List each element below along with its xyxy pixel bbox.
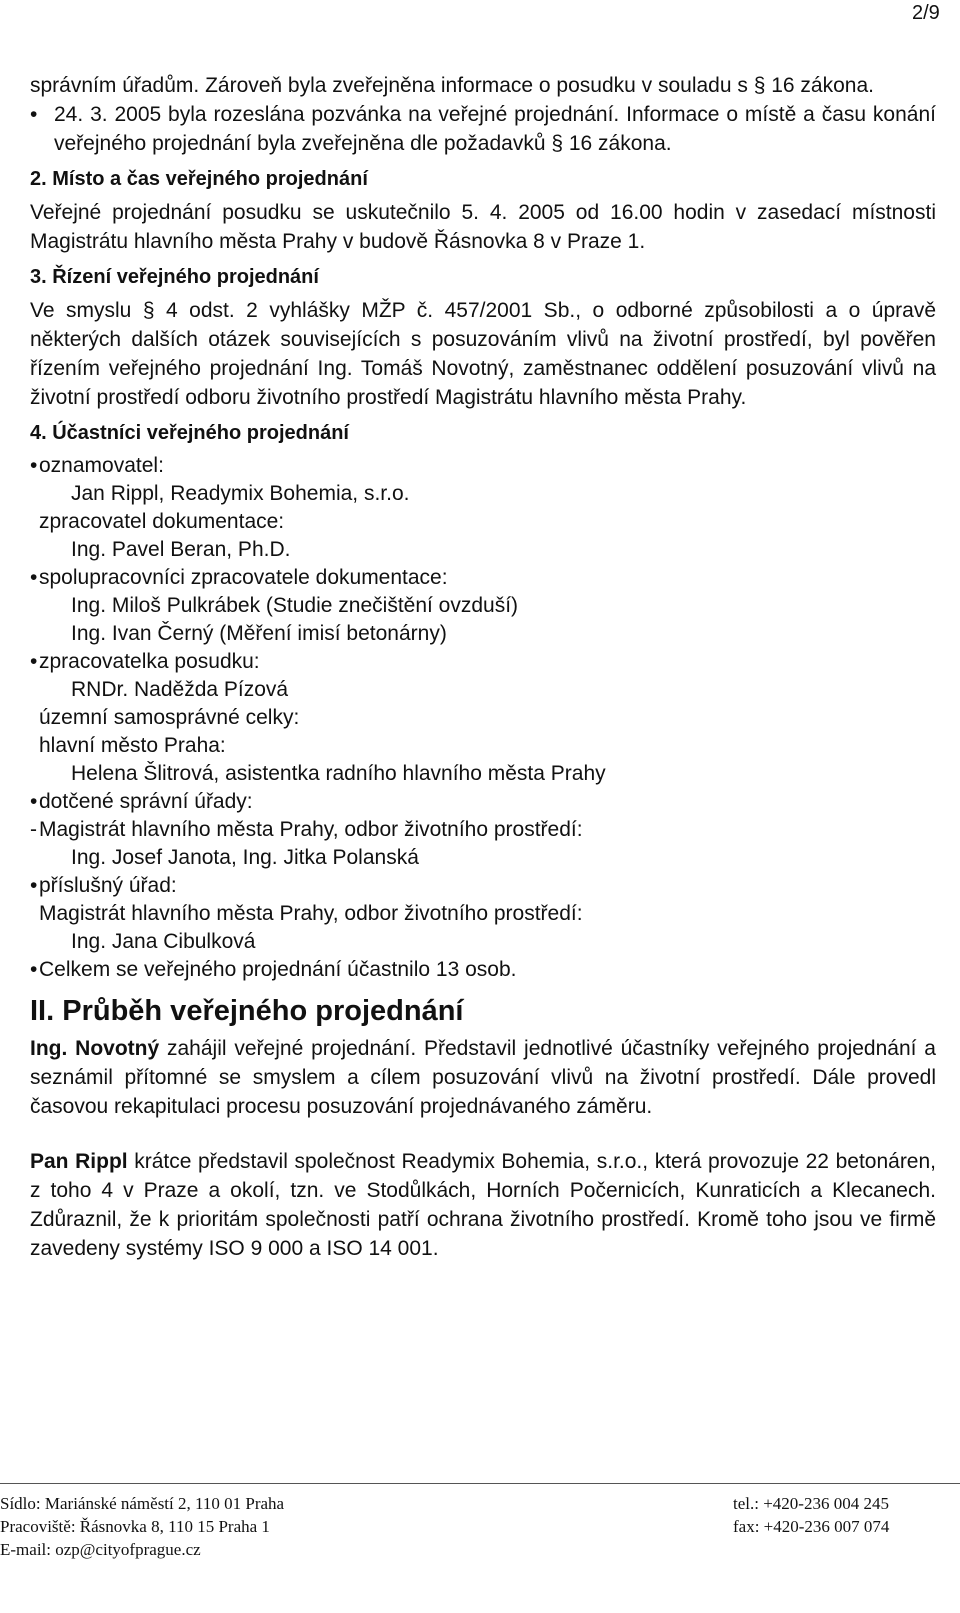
participant-text: hlavní město Praha: — [39, 734, 226, 757]
list-marker: • — [30, 566, 38, 589]
footer-email[interactable]: E-mail: ozp@cityofprague.cz — [0, 1540, 201, 1559]
participant-text: Helena Šlitrová, asistentka radního hlavního města Prahy — [71, 762, 606, 785]
participant-row — [30, 508, 936, 536]
participant-text: Ing. Josef Janota, Ing. Jitka Polanská — [71, 846, 419, 869]
participant-text: Ing. Jana Cibulková — [71, 930, 256, 953]
footer-seat: Sídlo: Mariánské náměstí 2, 110 01 Praha — [0, 1494, 285, 1513]
participant-text: Magistrát hlavního města Prahy, odbor životního prostředí: — [39, 902, 583, 925]
speaker-name: Pan Rippl — [30, 1150, 128, 1173]
document-body — [30, 71, 936, 1263]
list-marker: • — [30, 874, 38, 897]
participant-row — [30, 536, 936, 564]
participant-text: Magistrát hlavního města Prahy, odbor životního prostředí: — [39, 818, 583, 841]
participant-text: oznamovatel: — [39, 454, 164, 477]
participant-row — [30, 732, 936, 760]
page-number: 2/9 — [912, 2, 940, 24]
participant-row — [30, 872, 936, 900]
participant-row — [30, 956, 936, 984]
rippl-paragraph — [30, 1147, 936, 1263]
participant-text: Ing. Ivan Černý (Měření imisí betonárny) — [71, 622, 447, 645]
participant-row — [30, 648, 936, 676]
footer-address — [0, 1492, 284, 1561]
participant-row — [30, 816, 936, 844]
paragraph-text: zahájil veřejné projednání. Představil jednotlivé účastníky veřejného projednání a seznámil přítomné se smyslem a cílem posuzování vlivů na životní prostředí. Dále provedl časovou rekapitulaci procesu posuzování projednávaného záměru. — [30, 1037, 936, 1118]
footer-contacts — [733, 1492, 889, 1538]
participant-row — [30, 844, 936, 872]
intro-paragraph: správním úřadům. Zároveň byla zveřejněna informace o posudku v souladu s § 16 zákona. — [30, 74, 874, 97]
footer-tel: tel.: +420-236 004 245 — [733, 1494, 889, 1513]
list-marker: • — [30, 650, 38, 673]
participant-row — [30, 704, 936, 732]
participant-row — [30, 620, 936, 648]
section-2-text: Veřejné projednání posudku se uskutečnilo 5. 4. 2005 od 16.00 hodin v zasedací místnosti Magistrátu hlavního města Prahy v budově Řásnovka 8 v Praze 1. — [30, 201, 936, 253]
participant-text: Celkem se veřejného projednání účastnilo 13 osob. — [39, 958, 517, 981]
section-3-text: Ve smyslu § 4 odst. 2 vyhlášky MŽP č. 457/2001 Sb., o odborné způsobilosti a o úpravě některých dalších otázek souvisejících s posuzováním vlivů na životní prostředí, byl pověřen řízením veřejného projednání Ing. Tomáš Novotný, zaměstnanec oddělení posuzování vlivů na životní prostředí odboru životního prostředí Magistrátu hlavního města Prahy. — [30, 299, 936, 409]
list-marker: • — [30, 958, 38, 981]
footer-divider — [0, 1483, 960, 1484]
footer-workplace: Pracoviště: Řásnovka 8, 110 15 Praha 1 — [0, 1517, 270, 1536]
list-marker: - — [30, 818, 37, 841]
participant-row — [30, 900, 936, 928]
participant-text: zpracovatelka posudku: — [39, 650, 260, 673]
participant-row — [30, 760, 936, 788]
participant-text: příslušný úřad: — [39, 874, 177, 897]
participant-text: Ing. Miloš Pulkrábek (Studie znečištění ovzduší) — [71, 594, 519, 617]
intro-bullet-item — [30, 100, 936, 158]
bullet-marker: • — [30, 103, 38, 126]
part-2-heading: II. Průběh veřejného projednání — [30, 995, 464, 1027]
section-2-heading: 2. Místo a čas veřejného projednání — [30, 168, 368, 190]
participant-row — [30, 788, 936, 816]
participant-row — [30, 928, 936, 956]
participant-text: spolupracovníci zpracovatele dokumentace: — [39, 566, 448, 589]
list-marker: • — [30, 790, 38, 813]
participant-row — [30, 452, 936, 480]
section-3-heading: 3. Řízení veřejného projednání — [30, 266, 319, 288]
paragraph-text: krátce představil společnost Readymix Bohemia, s.r.o., která provozuje 22 betonáren, z toho 4 v Praze a okolí, tzn. ve Stodůlkách, Horních Počernicích, Kunraticích a Klecanech. Zdůraznil, že k prioritám společnosti patří ochrana životního prostředí. Kromě toho jsou ve firmě zavedeny systémy ISO 9 000 a ISO 14 001. — [30, 1150, 936, 1260]
invitation-paragraph: 24. 3. 2005 byla rozeslána pozvánka na veřejné projednání. Informace o místě a času konání veřejného projednání byla zveřejněna dle požadavků § 16 zákona. — [54, 103, 936, 155]
section-4-heading: 4. Účastníci veřejného projednání — [30, 422, 349, 444]
participant-row — [30, 592, 936, 620]
speaker-name: Ing. Novotný — [30, 1037, 160, 1060]
participants-list — [30, 452, 936, 984]
participant-text: RNDr. Naděžda Pízová — [71, 678, 289, 701]
participant-text: Jan Rippl, Readymix Bohemia, s.r.o. — [71, 482, 410, 505]
participant-row — [30, 564, 936, 592]
footer-fax: fax: +420-236 007 074 — [733, 1517, 890, 1536]
participant-row — [30, 480, 936, 508]
participant-row — [30, 676, 936, 704]
participant-text: zpracovatel dokumentace: — [39, 510, 285, 533]
participant-text: dotčené správní úřady: — [39, 790, 253, 813]
participant-text: územní samosprávné celky: — [39, 706, 300, 729]
list-marker: • — [30, 454, 38, 477]
participant-text: Ing. Pavel Beran, Ph.D. — [71, 538, 291, 561]
novotny-paragraph — [30, 1034, 936, 1121]
